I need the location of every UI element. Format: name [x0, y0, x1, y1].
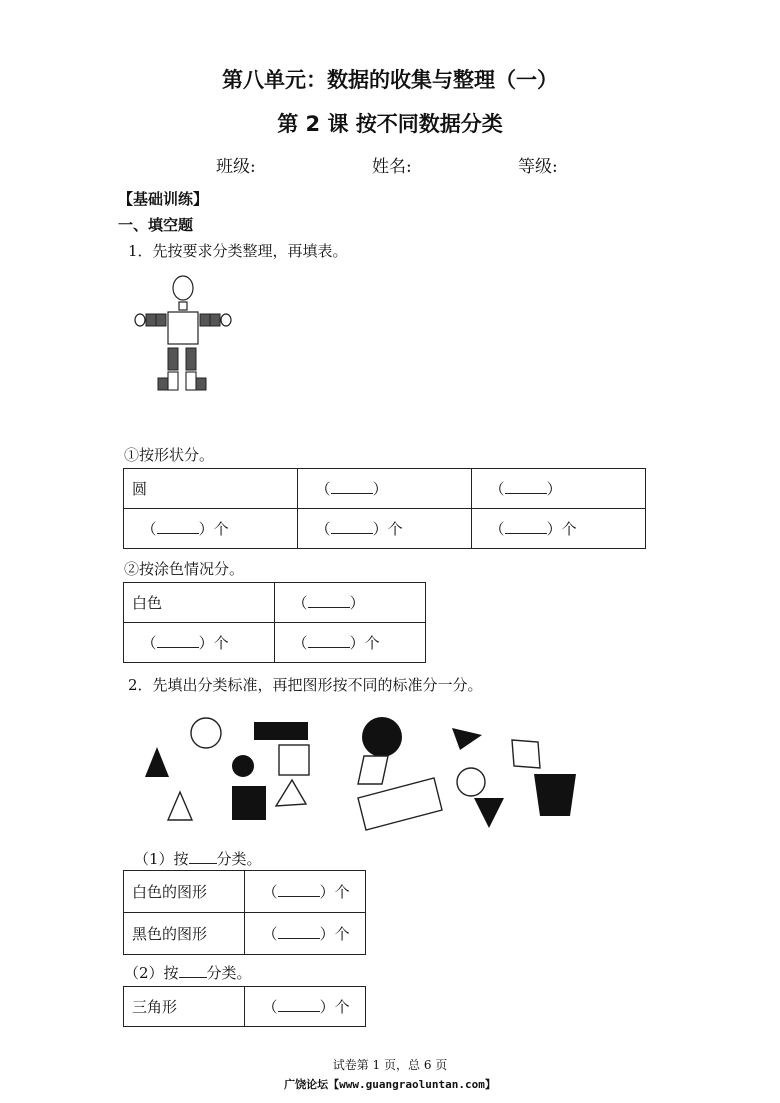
table-row — [124, 623, 426, 663]
color-white-cell: 白色 — [124, 583, 275, 623]
count-blank-cell[interactable]: （ ）个 — [245, 913, 366, 955]
count-blank-cell[interactable]: （ ）个 — [245, 987, 366, 1027]
q1-prompt: 1．先按要求分类整理，再填表。 — [128, 242, 348, 260]
white-circle-shape — [191, 718, 221, 748]
black-small-circle-shape — [232, 755, 254, 777]
table-row — [124, 913, 366, 955]
by-color-label: ②按涂色情况分。 — [124, 560, 245, 578]
fill-blank-heading: 一、填空题 — [118, 216, 194, 234]
class-label: 班级: — [216, 157, 256, 177]
table-row — [124, 583, 426, 623]
count-blank-cell[interactable]: （ ）个 — [472, 509, 646, 549]
table-row — [124, 871, 366, 913]
part1-label — [134, 848, 262, 869]
black-rectangle-shape — [254, 722, 308, 740]
table-row — [124, 987, 366, 1027]
table-row — [124, 509, 646, 549]
lesson-title: 第 2 课 按不同数据分类 — [277, 112, 503, 136]
black-shapes-cell: 黑色的图形 — [124, 913, 245, 955]
robot-figure — [130, 274, 240, 396]
black-down-triangle-shape — [474, 798, 504, 828]
black-small-triangle-shape — [452, 728, 482, 750]
criterion-blank[interactable] — [179, 963, 207, 978]
q2-prompt: 2．先填出分类标准，再把图形按不同的标准分一分。 — [128, 676, 483, 694]
white-tilted-triangle-shape — [276, 780, 306, 806]
count-blank-cell[interactable]: （ ）个 — [245, 871, 366, 913]
shape-blank-cell[interactable]: （ ） — [472, 469, 646, 509]
grade-label: 等级: — [518, 157, 558, 177]
shape-circle-cell: 圆 — [124, 469, 298, 509]
unit-title: 第八单元：数据的收集与整理（一） — [222, 68, 558, 92]
part2-prefix: （2）按 — [124, 964, 179, 982]
part2-suffix: 分类。 — [206, 964, 252, 982]
white-shapes-cell: 白色的图形 — [124, 871, 245, 913]
part1-table — [123, 870, 366, 955]
robot-body-square — [168, 312, 198, 344]
robot-left-hand-circle — [135, 314, 145, 326]
table-row — [124, 469, 646, 509]
white-small-circle-shape — [457, 768, 485, 796]
robot-head-circle — [173, 276, 193, 300]
black-large-circle-shape — [362, 717, 402, 757]
black-triangle-shape — [145, 747, 169, 777]
shape-table — [123, 468, 646, 549]
criterion-blank[interactable] — [189, 849, 217, 864]
black-square-shape — [232, 786, 266, 820]
part1-prefix: （1）按 — [134, 850, 189, 868]
count-blank-cell[interactable]: （ ）个 — [275, 623, 426, 663]
white-rhombus-shape — [512, 740, 540, 768]
site-footer: 广饶论坛【www.guangraoluntan.com】 — [284, 1078, 496, 1091]
part1-suffix: 分类。 — [216, 850, 262, 868]
color-blank-cell[interactable]: （ ） — [275, 583, 426, 623]
by-shape-label: ①按形状分。 — [124, 446, 215, 464]
count-blank-cell[interactable]: （ ）个 — [298, 509, 472, 549]
count-blank-cell[interactable]: （ ）个 — [124, 623, 275, 663]
color-table — [123, 582, 426, 663]
white-tilted-rectangle-shape — [358, 778, 442, 830]
white-parallelogram-shape — [358, 756, 388, 784]
name-label: 姓名: — [372, 157, 412, 177]
basic-training-heading: 【基础训练】 — [118, 190, 209, 208]
robot-neck-square — [179, 302, 187, 310]
white-square-shape — [279, 745, 309, 775]
shapes-figure — [130, 710, 590, 834]
count-blank-cell[interactable]: （ ）个 — [124, 509, 298, 549]
part2-table — [123, 986, 366, 1027]
part2-label — [124, 962, 252, 983]
triangle-cell: 三角形 — [124, 987, 245, 1027]
white-triangle-shape — [168, 792, 192, 820]
shape-blank-cell[interactable]: （ ） — [298, 469, 472, 509]
black-trapezoid-shape — [534, 774, 576, 816]
robot-right-hand-circle — [221, 314, 231, 326]
page-info: 试卷第 1 页，总 6 页 — [332, 1058, 448, 1072]
